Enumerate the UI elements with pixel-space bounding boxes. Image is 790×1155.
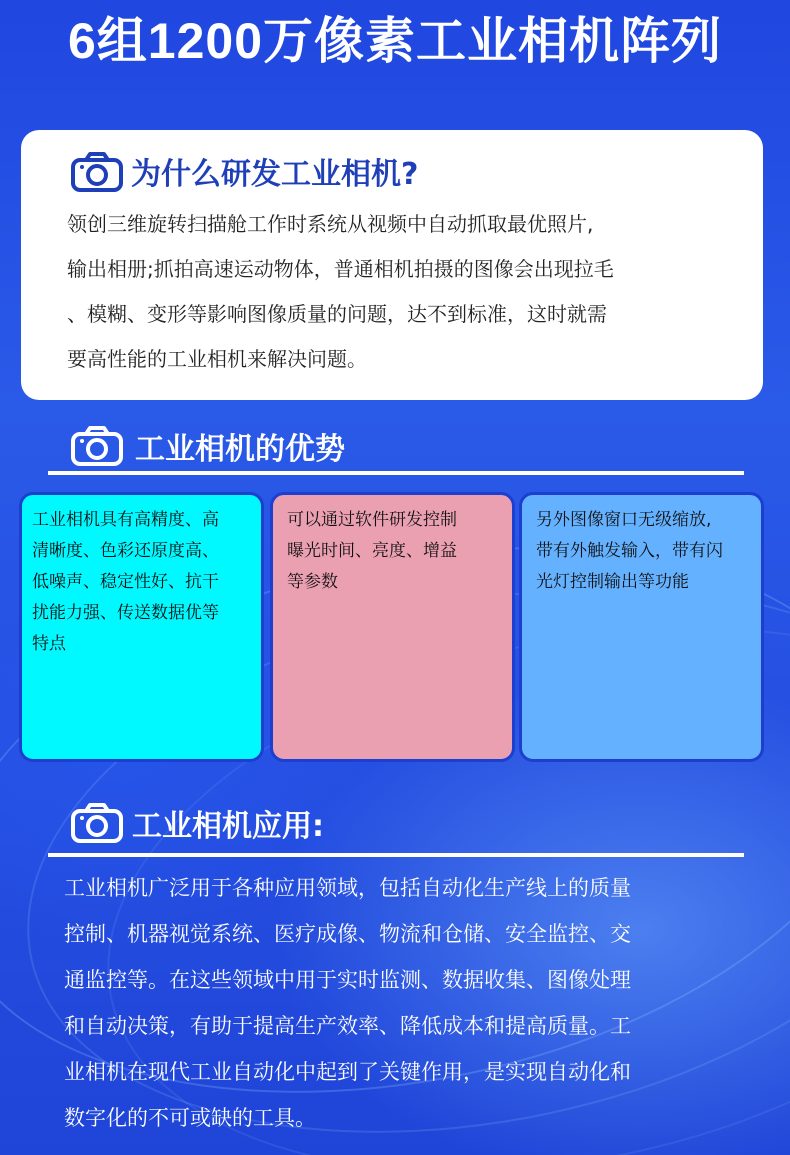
feature-line: 等参数 — [287, 572, 338, 592]
paragraph-line: 输出相册;抓拍高速运动物体，普通相机拍摄的图像会出现拉毛 — [67, 257, 614, 281]
camera-icon — [70, 426, 124, 466]
applications-paragraph — [64, 865, 744, 1141]
feature-line: 另外图像窗口无级缩放, — [536, 510, 712, 530]
page-title: 6组1200万像素工业相机阵列 — [67, 13, 723, 69]
divider — [48, 471, 744, 475]
paragraph-line: 和自动决策，有助于提高生产效率、降低成本和提高质量。工 — [64, 1014, 631, 1038]
section-title-applications: 工业相机应用: — [132, 809, 324, 844]
paragraph-line: 控制、机器视觉系统、医疗成像、物流和仓储、安全监控、交 — [64, 922, 631, 946]
feature-line: 特点 — [32, 634, 66, 654]
divider — [48, 853, 744, 857]
feature-line: 曝光时间、亮度、增益 — [287, 541, 457, 561]
feature-line: 扰能力强、传送数据优等 — [32, 603, 219, 623]
feature-line: 光灯控制输出等功能 — [536, 572, 689, 592]
camera-icon — [70, 803, 124, 843]
feature-line: 带有外触发输入，带有闪 — [536, 541, 723, 561]
feature-card — [19, 492, 264, 762]
intro-paragraph — [67, 202, 739, 382]
paragraph-line: 数字化的不可或缺的工具。 — [64, 1106, 316, 1130]
paragraph-line: 要高性能的工业相机来解决问题。 — [67, 347, 367, 371]
paragraph-line: 工业相机广泛用于各种应用领域，包括自动化生产线上的质量 — [64, 876, 631, 900]
feature-line: 工业相机具有高精度、高 — [32, 510, 219, 530]
feature-card — [270, 492, 515, 762]
section-title-advantages: 工业相机的优势 — [135, 432, 345, 467]
camera-icon — [70, 152, 124, 192]
feature-line: 清晰度、色彩还原度高、 — [32, 541, 219, 561]
feature-card — [519, 492, 764, 762]
paragraph-line: 、模糊、变形等影响图像质量的问题，达不到标准，这时就需 — [67, 302, 607, 326]
paragraph-line: 领创三维旋转扫描舱工作时系统从视频中自动抓取最优照片, — [67, 212, 594, 236]
feature-line: 低噪声、稳定性好、抗干 — [32, 572, 219, 592]
paragraph-line: 业相机在现代工业自动化中起到了关键作用，是实现自动化和 — [64, 1060, 631, 1084]
feature-line: 可以通过软件研发控制 — [287, 510, 457, 530]
section-title-why: 为什么研发工业相机? — [131, 157, 419, 192]
paragraph-line: 通监控等。在这些领域中用于实时监测、数据收集、图像处理 — [64, 968, 631, 992]
